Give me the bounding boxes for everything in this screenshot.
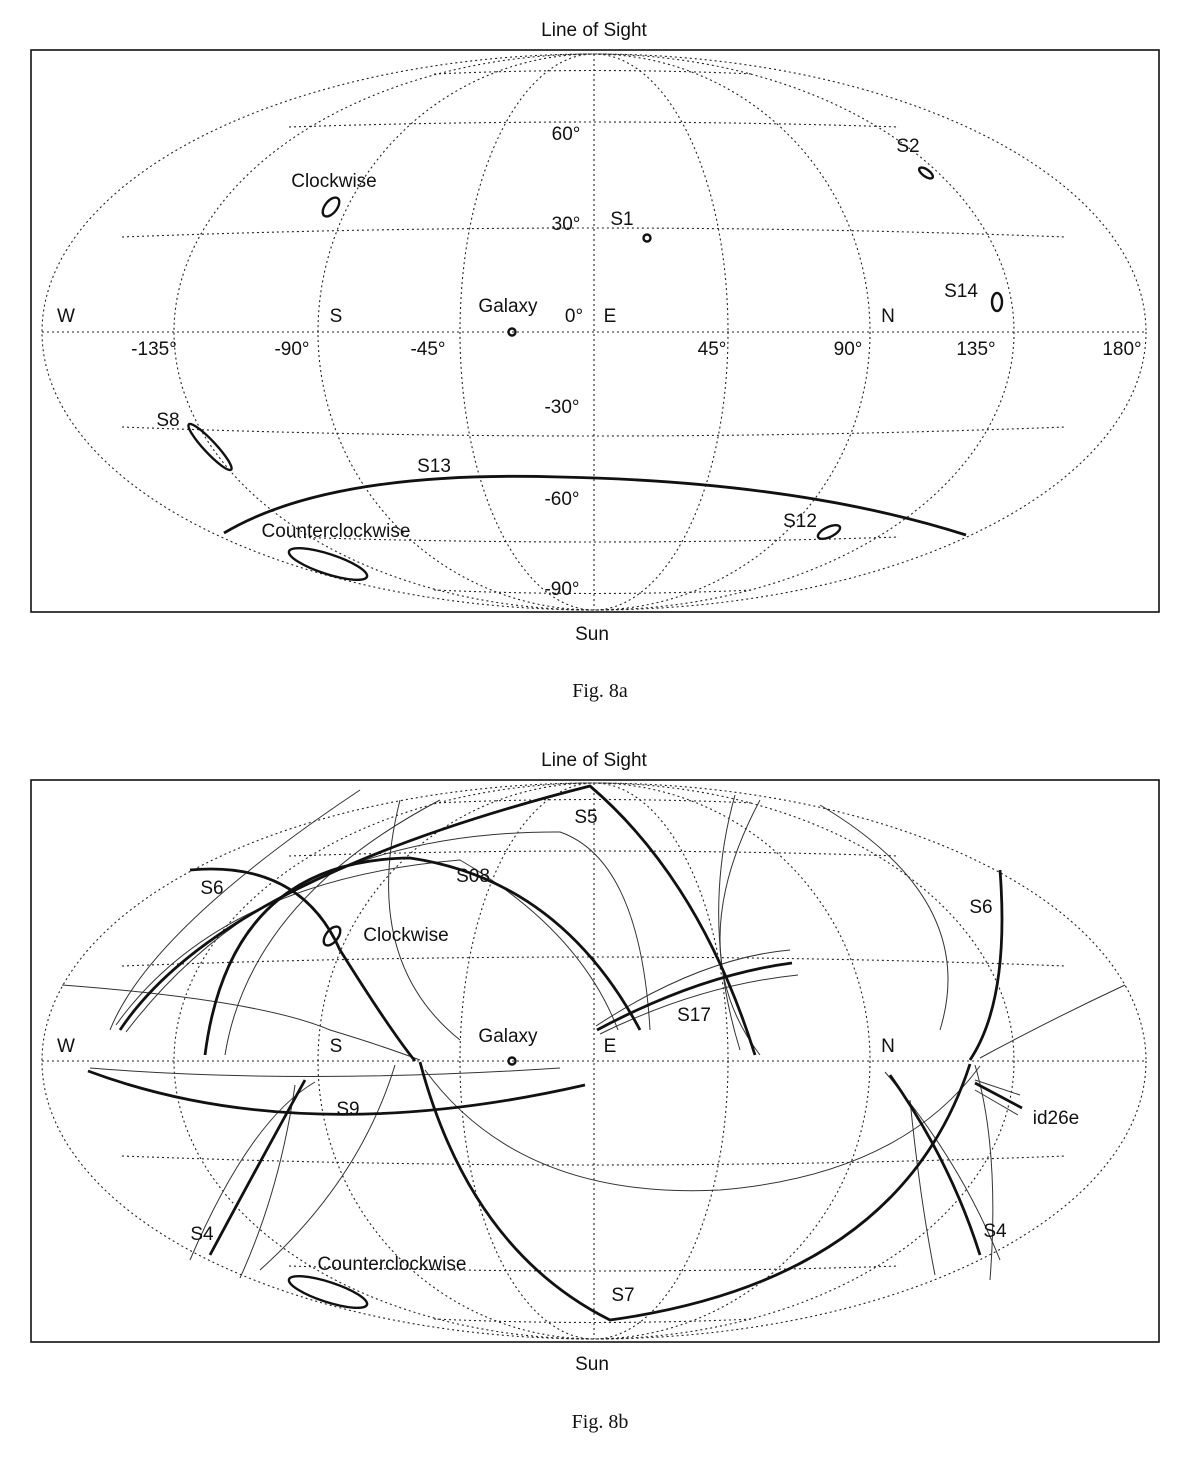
lon-tick-label: -135° bbox=[131, 339, 177, 360]
trajectory-curve bbox=[980, 985, 1125, 1058]
lon-tick-label: 135° bbox=[956, 339, 996, 360]
galaxy-label: Galaxy bbox=[478, 296, 538, 317]
source-label: S12 bbox=[783, 511, 817, 532]
lat-tick-label: -30° bbox=[544, 397, 580, 418]
source-s14-marker bbox=[992, 293, 1002, 311]
trajectory-s5 bbox=[120, 786, 755, 1055]
trajectory-s6 bbox=[190, 869, 415, 1061]
curve-label: id26e bbox=[1032, 1108, 1080, 1129]
galaxy-label: Galaxy bbox=[478, 1026, 538, 1047]
source-s1-marker bbox=[644, 235, 651, 242]
north-label: N bbox=[881, 1036, 895, 1057]
line-of-sight-label: Line of Sight bbox=[541, 750, 647, 771]
source-label: S13 bbox=[417, 456, 451, 477]
sun-label: Sun bbox=[575, 1354, 609, 1375]
figure-8b bbox=[31, 750, 1159, 1433]
source-s8-marker bbox=[184, 420, 235, 474]
east-label: E bbox=[603, 1036, 617, 1057]
trajectory-curve bbox=[720, 800, 760, 1055]
north-label: N bbox=[881, 306, 895, 327]
lon-tick-label: 45° bbox=[697, 339, 727, 360]
curve-label: S08 bbox=[456, 866, 490, 887]
lon-tick-label: 0° bbox=[564, 306, 584, 327]
lat-tick-label: -60° bbox=[544, 489, 580, 510]
counterclockwise-label: Counterclockwise bbox=[317, 1254, 467, 1275]
curve-label: S6 bbox=[200, 878, 224, 899]
clockwise-marker bbox=[319, 195, 342, 220]
plot-frame bbox=[31, 780, 1159, 1342]
lon-tick-label: 90° bbox=[833, 339, 863, 360]
counterclockwise-marker bbox=[286, 542, 370, 586]
trajectory-curve bbox=[820, 805, 948, 1030]
aitoff-grid bbox=[42, 54, 1146, 610]
east-label: E bbox=[603, 306, 617, 327]
clockwise-label: Clockwise bbox=[291, 171, 377, 192]
south-label: S bbox=[329, 306, 343, 327]
figure-caption: Fig. 8b bbox=[571, 1411, 629, 1433]
source-label: S14 bbox=[944, 281, 978, 302]
trajectory-curve bbox=[90, 1068, 560, 1077]
curve-label: S6 bbox=[969, 897, 993, 918]
lon-tick-label: -45° bbox=[410, 339, 446, 360]
counterclockwise-label: Counterclockwise bbox=[261, 521, 411, 542]
plot-frame bbox=[31, 50, 1159, 612]
curve-label: S9 bbox=[336, 1099, 360, 1120]
figure-8a bbox=[31, 20, 1159, 702]
counterclockwise-marker bbox=[286, 1270, 370, 1314]
aitoff-grid bbox=[42, 783, 1146, 1339]
lat-tick-label: 60° bbox=[551, 124, 581, 145]
lat-tick-label: 30° bbox=[551, 214, 581, 235]
west-label: W bbox=[57, 306, 75, 327]
source-s2-marker bbox=[917, 166, 934, 181]
trajectory-s4 bbox=[890, 1075, 980, 1255]
figure-caption: Fig. 8a bbox=[572, 680, 628, 702]
curve-label: S4 bbox=[190, 1224, 214, 1245]
curve-label: S5 bbox=[574, 807, 598, 828]
lon-tick-label: -90° bbox=[274, 339, 310, 360]
curve-label: S4 bbox=[983, 1221, 1007, 1242]
line-of-sight-label: Line of Sight bbox=[541, 20, 647, 41]
curve-label: S17 bbox=[677, 1005, 711, 1026]
trajectory-curve bbox=[719, 795, 740, 1050]
source-label: S8 bbox=[156, 410, 180, 431]
sun-label: Sun bbox=[575, 624, 609, 645]
trajectory-curve bbox=[260, 1065, 395, 1270]
clockwise-label: Clockwise bbox=[363, 925, 449, 946]
south-label: S bbox=[329, 1036, 343, 1057]
lat-tick-label: -90° bbox=[544, 579, 580, 600]
trajectory-s08 bbox=[205, 858, 640, 1055]
lon-tick-label: 180° bbox=[1102, 339, 1142, 360]
source-label: S2 bbox=[896, 136, 920, 157]
source-label: S1 bbox=[610, 209, 634, 230]
curve-label: S7 bbox=[611, 1285, 635, 1306]
west-label: W bbox=[57, 1036, 75, 1057]
